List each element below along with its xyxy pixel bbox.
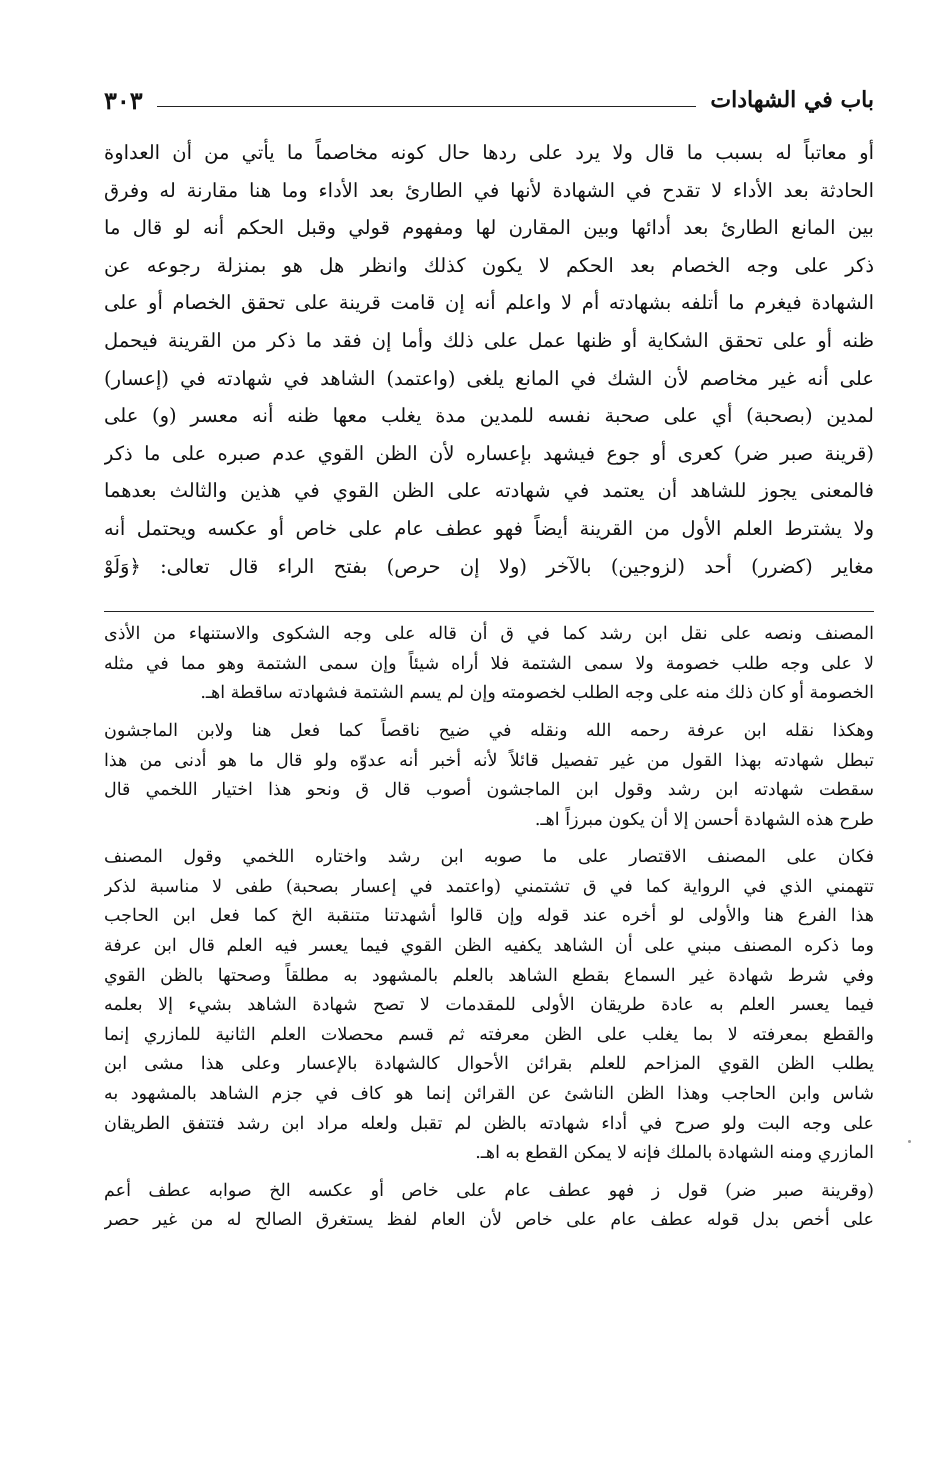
footnote-paragraph [104,1177,874,1236]
main-text-line: ظنه أو على تحقق الشكاية أو ظنها عمل على ذلك وأما إن فقد ما ذكر من القرينة فيحمل [104,328,874,352]
footnote-line: تبطل شهادته بهذا القول من غير تفصيل قائلاً لأنه أخبر أنه عدوّه ولو قال ما هو أدنى من هذا [104,750,874,771]
footnote-paragraph [104,620,874,709]
footnote-line: لا على وجه طلب خصومة ولا سمى الشتمة فلا أراه شيئاً وإن سمى الشتمة وهو مما في مثله [104,653,874,674]
footnote-paragraph [104,843,874,1169]
main-text-line: أو معاتباً له بسبب ما قال ولا يرد على ردها حال كونه مخاصماً ما يأتي من أن العداوة [104,141,874,164]
footnote-line: شاس وابن الحاجب وهذا الظن الناشئ عن القرائن إنما هو كاف في جزم الشاهد بالمشهود به [104,1084,874,1105]
book-page [104,78,874,1244]
footnote-line: على أخص بدل قوله عطف عام على خاص لأن العام لفظ يستغرق الصالح له من غير حصر [104,1210,874,1231]
footnote-separator [104,611,874,612]
header-rule [157,106,697,107]
main-text-line: مغاير (كضرر) أحد (لزوجين) بالآخر (ولا إن حرص) بفتح الراء قال تعالى: ﴿وَلَوْ [104,554,874,578]
footnote-line: سقطت شهادته ابن رشد وقول ابن الماجشون أصوب قال ق ونحو هذا اختيار اللخمي قال [104,780,874,801]
footnote-line: والقطع بمعرفته لا بما يغلب على الظن معرفته ثم قسم محصلات العلم الثانية للمازري إنما [104,1024,874,1045]
footnote-line: فيما يعسر العلم به عادة طريقان الأولى للمقدمات لا تصح شهادة الشاهد بشيء إلا بعلمه [104,995,874,1016]
footnote-line: وفي شرط شهادة غير السماع بقطع الشاهد بالعلم بالمشهود به مطلقاً وصحتها بالظن القوي [104,965,874,986]
page-header [104,78,874,122]
footnote-line: هذا الفرع هنا والأولى لو أخره عند قوله وإن قالوا أشهدتنا متنقبة الخ كما فعل ابن الحاجب [104,906,874,927]
main-text-line: ولا يشترط العلم الأول من القرينة أيضاً فهو عطف عام على خاص أو عكسه ويحتمل أنه [104,516,874,540]
footnote-line: يطلب الظن القوي المزاحم للعلم بقرائن الأحوال كالشهادة بالإعسار وعلى هذا مشى ابن [104,1054,874,1075]
footnote-line: وهكذا نقله ابن عرفة رحمه الله ونقله في ضيح ناقصاً كما فعل هنا ولابن الماجشون [104,720,874,741]
footnote-paragraph [104,717,874,835]
footnote-line: على وجه البت ولو صرح في أداء شهادته بالظن لم تقبل ولعله مراد ابن رشد فتتفق الطريقان [104,1113,874,1134]
main-text [104,134,874,585]
footnote-line: المصنف ونصه على نقل ابن رشد كما في ق أن قاله على وجه الشكوى والاستنهاء من الأذى [104,624,874,645]
page-number: ٣٠٣ [104,85,143,115]
main-text-line: فالمعنى يجوز للشاهد أن يعتمد في شهادته على الظن القوي في هذين والثالث بعدهما [104,479,874,503]
main-text-line: الحادثة بعد الأداء لا تقدح في الشهادة لأنها في الطارئ بعد الأداء وما هنا مقارنة له وفرق [104,178,874,202]
footnotes [104,620,874,1236]
footnote-line: وما ذكره المصنف مبني على أن الشاهد يكفيه الظن القوي فيما يعسر فيه العلم قال ابن عرفة [104,936,874,957]
main-text-line: لمدين (بصحبة) أي على صحبة نفسه للمدين مدة يغلب معها ظنه أنه معسر (و) على [104,404,874,428]
margin-speck [908,1140,911,1143]
footnote-line: (وقرينة صبر ضر) قول ز فهو عطف عام على خاص أو عكسه الخ صوابه عطف أعم [104,1180,874,1201]
footnote-line: تتهمني الذي في الرواية كما في ق تشتمني (واعتمد في إعسار بصحبة) طفى لا مناسبة لذكر [104,876,874,897]
main-text-line: على أنه غير مخاصم لأن الشك في المانع يلغى (واعتمد) الشاهد في شهادته في (إعسار) [104,366,874,390]
footnote-line: فكان على المصنف الاقتصار على ما صوبه ابن رشد واختاره اللخمي وقول المصنف [104,847,874,868]
main-text-line: ذكر على وجه الخصام بعد الحكم لا يكون كذلك وانظر هل هو بمنزلة رجوعه عن [104,253,874,277]
footnote-line: طرح هذه الشهادة أحسن إلا أن يكون مبرزاً اهـ. [534,809,874,830]
footnote-line: المازري ومنه الشهادة بالملك فإنه لا يمكن القطع به اهـ. [475,1143,874,1164]
chapter-title: باب في الشهادات [710,87,874,113]
footnote-line: الخصومة أو كان ذلك منه على وجه الطلب لخصومته وإن لم يسم الشتمة فشهادته ساقطة اهـ. [200,683,874,704]
main-text-line: (قرينة صبر ضر) كعرى أو جوع فيشهد بإعساره لأن الظن القوي عدم صبره على ما ذكر [104,441,874,465]
main-text-line: الشهادة فيغرم ما أتلفه بشهادته أم لا واعلم أنه إن قامت قرينة على تحقق الخصام أو على [104,291,874,315]
main-text-line: بين المانع الطارئ بعد أدائها وبين المقارن لها ومفهوم قولي وقبل الحكم أنه لو قال ما [104,216,874,240]
